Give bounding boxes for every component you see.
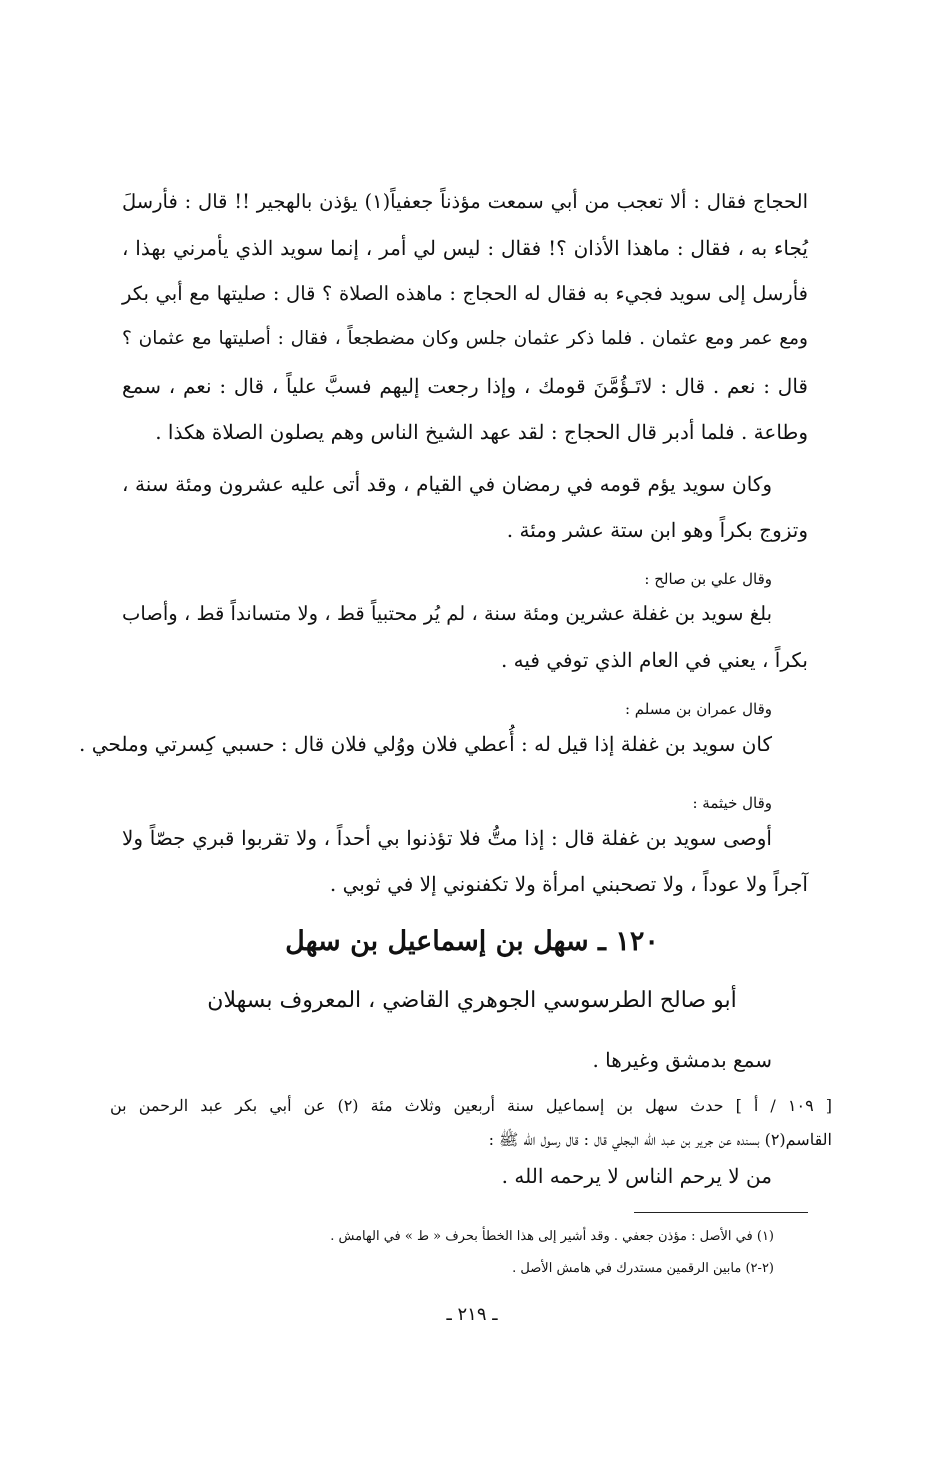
footnote: (١) في الأصل : مؤذن جعفي . وقد أشير إلى هذا الخطأ بحرف « ط » في الهامش . <box>330 1229 774 1244</box>
text-line: بلغ سويد بن غفلة عشرين ومئة سنة ، لم يُر محتبياً قط ، ولا متسانداً قط ، وأصاب <box>122 602 772 625</box>
text-line: فأرسل إلى سويد فجيء به فقال له الحجاج : ماهذه الصلاة ؟ قال : صليتها مع أبي بكر <box>122 282 808 305</box>
text-line: وطاعة . فلما أدبر قال الحجاج : لقد عهد الشيخ الناس وهم يصلون الصلاة هكذا . <box>155 420 808 444</box>
page-number: ـ ٢١٩ ـ <box>446 1304 498 1325</box>
hadith-line: القاسم(٢) بسنده عن جرير بن عبد الله البجلي قال : قال رسول الله ﷺ : <box>488 1130 832 1149</box>
text-line: سمع بدمشق وغيرها . <box>592 1048 772 1072</box>
footnote-divider <box>634 1212 808 1213</box>
entry-subtitle: أبو صالح الطرسوسي الجوهري القاضي ، المعروف بسهلان <box>207 988 737 1013</box>
text-line: وكان سويد يؤم قومه في رمضان في القيام ، وقد أتى عليه عشرون ومئة سنة ، <box>122 472 772 496</box>
text-line: بكراً ، يعني في العام الذي توفي فيه . <box>500 648 808 672</box>
text-line: الحجاج فقال : ألا تعجب من أبي سمعت مؤذناً جعفياً(١) يؤذن بالهجير !! قال : فأرسلَ <box>122 190 808 213</box>
footnote: (٢-٢) مابين الرقمين مستدرك في هامش الأصل . <box>512 1261 774 1276</box>
quote-attribution: وقال عمران بن مسلم : <box>624 700 772 718</box>
hadith-line: [ ١٠٩ / أ ] حدث سهل بن إسماعيل سنة أربعين وثلاث مئة (٢) عن أبي بكر عبد الرحمن بن <box>110 1096 832 1115</box>
text-line: كان سويد بن غفلة إذا قيل له : أُعطي فلان ووُلي فلان قال : حسبي كِسرتي وملحي . <box>79 732 772 756</box>
text-line: آجراً ولا عوداً ، ولا تصحبني امرأة ولا تكفنوني إلا في ثوبي . <box>329 872 808 896</box>
quote-attribution: وقال علي بن صالح : <box>644 570 772 588</box>
text-line: وتزوج بكراً وهو ابن ستة عشر ومئة . <box>506 518 808 542</box>
quote-attribution: وقال خيثمة : <box>692 794 772 812</box>
entry-heading: ١٢٠ ـ سهل بن إسماعيل بن سهل <box>285 926 659 957</box>
text-line: قال : نعم . قال : لاتَـؤُمَّنَ قومك ، وإذا رجعت إليهم فسبَّ علياً ، قال : نعم ، سمع <box>122 374 808 398</box>
hadith-text: من لا يرحم الناس لا يرحمه الله . <box>501 1164 772 1188</box>
text-line: ومع عمر ومع عثمان . فلما ذكر عثمان جلس وكان مضطجعاً ، فقال : أصليتها مع عثمان ؟ <box>122 328 808 349</box>
text-line: يُجاء به ، فقال : ماهذا الأذان ؟! فقال : ليس لي أمر ، إنما سويد الذي يأمرني بهذا ، <box>122 236 808 260</box>
text-line: أوصى سويد بن غفلة قال : إذا متُّ فلا تؤذنوا بي أحداً ، ولا تقربوا قبري جصّاً ولا <box>122 826 772 850</box>
